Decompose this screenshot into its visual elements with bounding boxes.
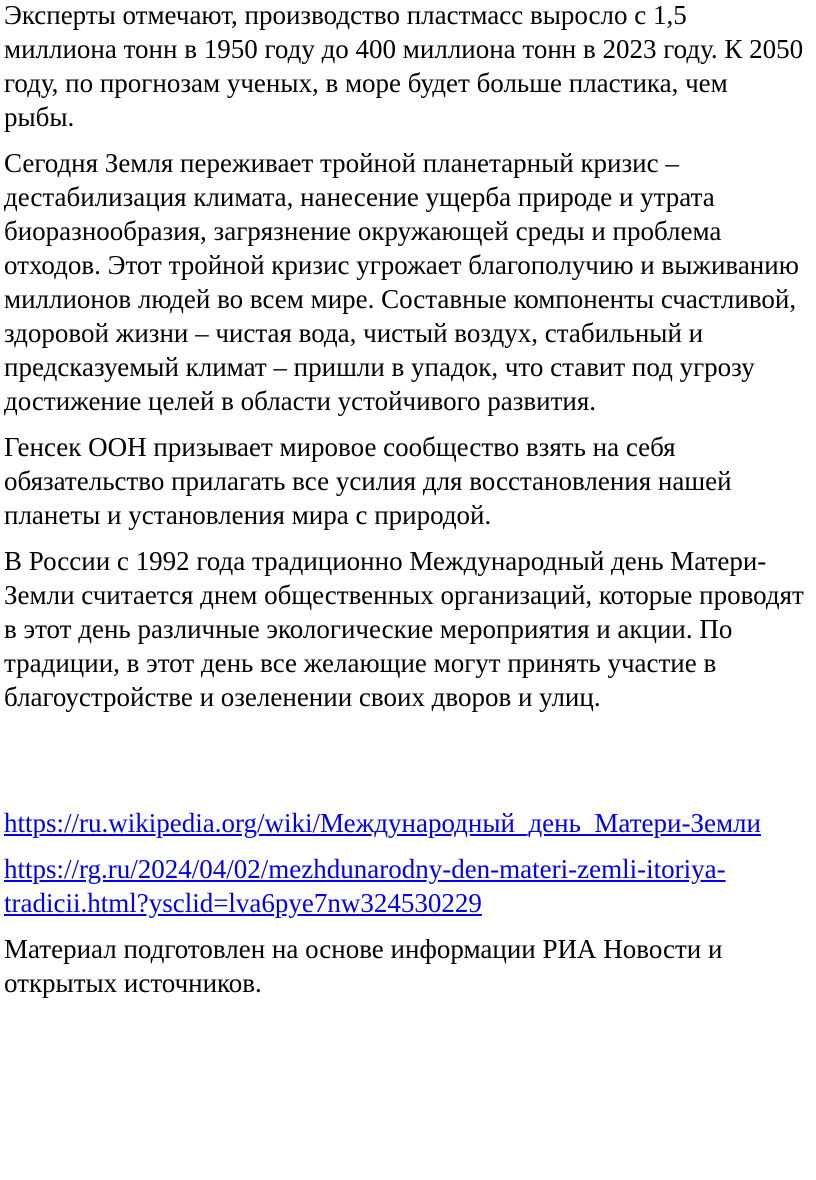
source-link-rg[interactable]: [4, 852, 804, 920]
paragraph-planetary-crisis: Сегодня Земля переживает тройной планетарный кризис – дестабилизация климата, нанесение ущерба природе и утрата биоразнообразия, загрязнение окружающей среды и проблема отходов. Этот тройной кризис угрожает благополучию и выживанию миллионов людей во всем мире. Составные компоненты счастливой, здоровой жизни – чистая вода, чистый воздух, стабильный и предсказуемый климат – пришли в упадок, что ставит под угрозу достижение целей в области устойчивого развития.: [4, 148, 799, 416]
source-link-wikipedia-text[interactable]: https://ru.wikipedia.org/wiki/Международный_день_Матери-Земли: [4, 808, 761, 838]
source-link-wikipedia[interactable]: [4, 806, 804, 840]
source-link-rg-text[interactable]: https://rg.ru/2024/04/02/mezhdunarodny-den-materi-zemli-itoriya-tradicii.html?ysclid=lva6pye7nw324530229: [4, 854, 726, 918]
paragraph-plastic-production: Эксперты отмечают, производство пластмасс выросло с 1,5 миллиона тонн в 1950 году до 400 миллиона тонн в 2023 году. К 2050 году, по прогнозам ученых, в море будет больше пластика, чем рыбы.: [4, 0, 804, 132]
paragraph-russia-tradition: В России с 1992 года традиционно Международный день Матери-Земли считается днем общественных организаций, которые проводят в этот день различные экологические мероприятия и акции. По традиции, в этот день все желающие могут принять участие в благоустройстве и озеленении своих дворов и улиц.: [4, 546, 804, 712]
paragraph-un-call: Генсек ООН призывает мировое сообщество взять на себя обязательство прилагать все усилия для восстановления нашей планеты и установления мира с природой.: [4, 432, 732, 530]
footer-note: Материал подготовлен на основе информации РИА Новости и открытых источников.: [4, 934, 723, 998]
blank-spacer: [4, 726, 804, 806]
